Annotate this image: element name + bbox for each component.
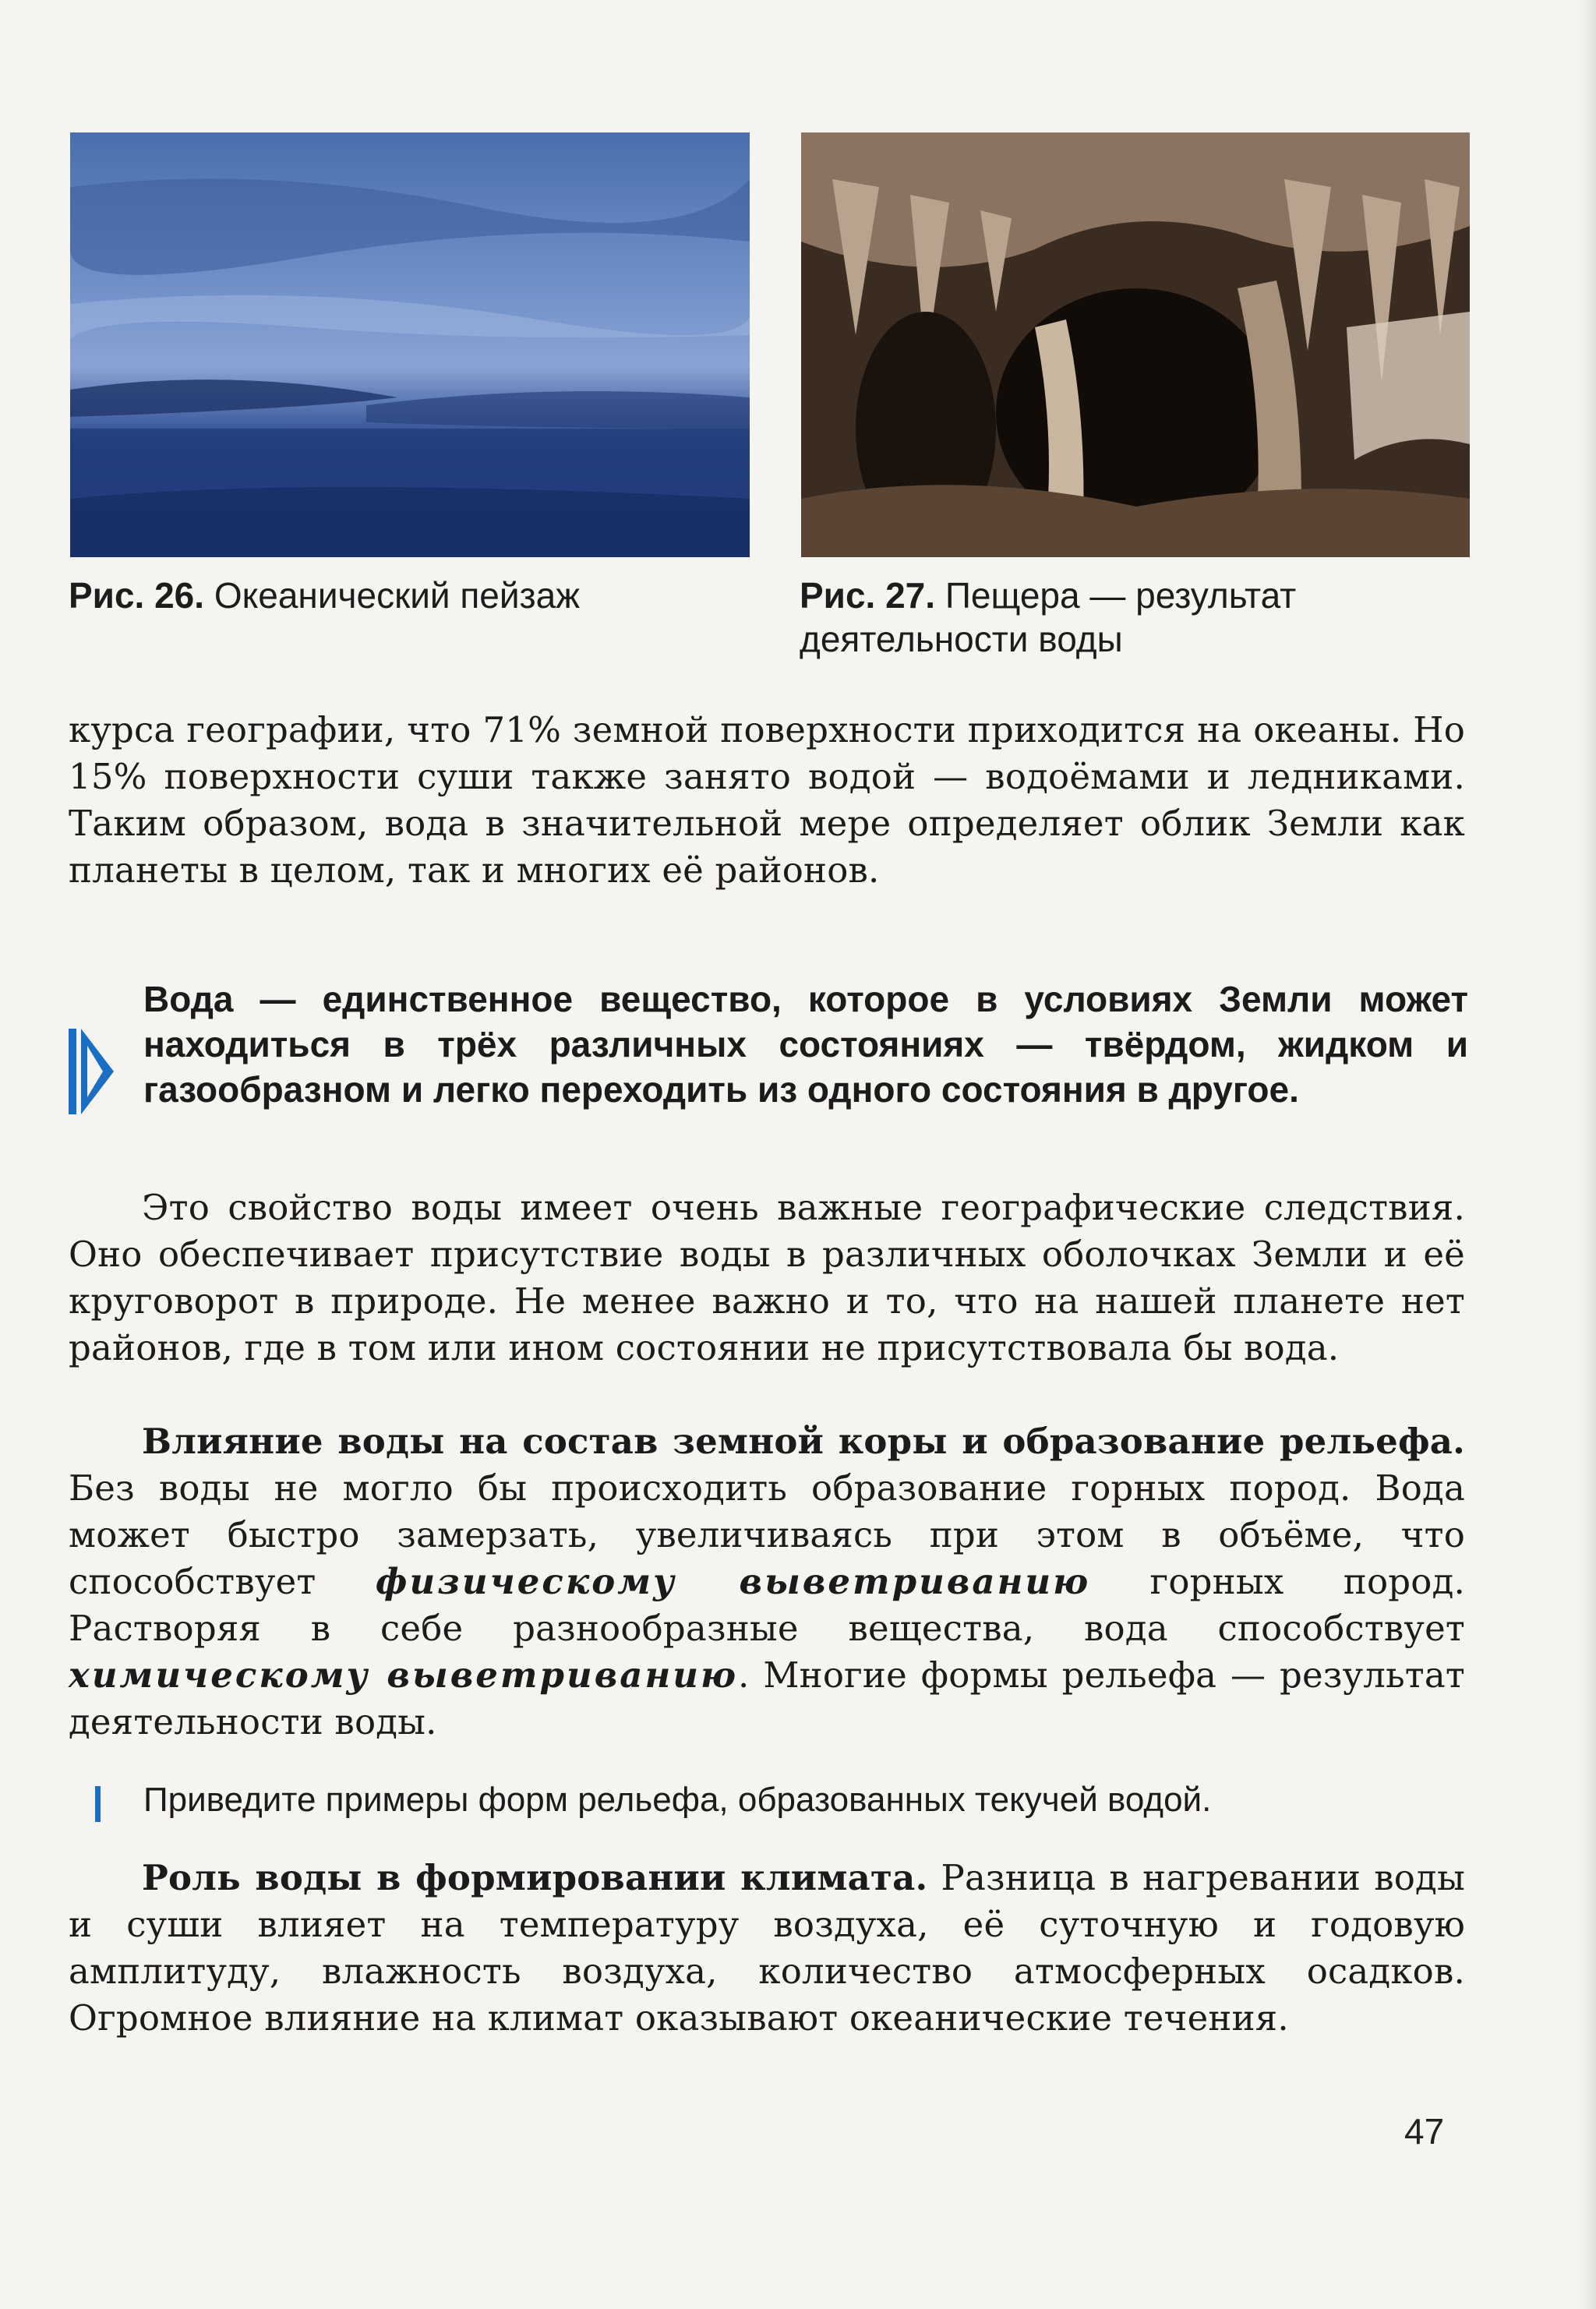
paragraph-climate (69, 1855, 1465, 2042)
cave-photo (801, 132, 1470, 557)
figure-27-caption: Пещера — результат деятельности воды (800, 575, 1297, 659)
relief-text-2: горных пород. Растворяя в себе разнообразные вещества, вода способствует (69, 1561, 1465, 1649)
relief-text-3: . Многие формы рельефа — результат деятельности воды. (69, 1654, 1466, 1742)
term-physical-weathering: физическому выветриванию (375, 1561, 1091, 1602)
figure-26-label: Рис. 26. (69, 575, 205, 616)
figure-26-caption: Океанический пейзаж (204, 575, 581, 616)
term-chemical-weathering: химическому выветриванию (69, 1654, 739, 1696)
figure-ocean-landscape (70, 132, 750, 557)
question-marker (95, 1786, 101, 1822)
page-number: 47 (1404, 2111, 1445, 2152)
play-skip-icon (69, 1029, 115, 1114)
paragraph-consequences: Это свойство воды имеет очень важные географические следствия. Оно обеспечивает присутствие воды в различных оболочках Земли и её круговорот в природе. Не менее важно и то, что на нашей планете нет районов, где в том или ином состоянии не присутствовала бы вода. (69, 1187, 1465, 1368)
paragraph-relief (69, 1418, 1465, 1746)
figure-cave (801, 132, 1470, 557)
figure-27-label: Рис. 27. (800, 575, 936, 616)
rule-water-states: Вода — единственное вещество, которое в условиях Земли может находиться в трёх различных состояниях — твёрдом, жидком и газообразном и легко переходить из одного состояния в другое. (143, 979, 1468, 1110)
question-relief-forms: Приведите примеры форм рельефа, образованных текучей водой. (143, 1781, 1212, 1819)
climate-text: Разница в нагревании воды и суши влияет на температуру воздуха, её суточную и годовую амплитуду, влажность воздуха, количество атмосферных осадков. Огромное влияние на климат оказывают океанические течения. (69, 1857, 1465, 2039)
heading-relief: Влияние воды на состав земной коры и образование рельефа. (142, 1421, 1465, 1462)
caption-figure-27 (800, 574, 1470, 661)
heading-climate: Роль воды в формировании климата. (142, 1857, 928, 1898)
ocean-photo (70, 132, 750, 557)
relief-text-1: Без воды не могло бы происходить образование горных пород. Вода может быстро замерзать, увеличиваясь при этом в объёме, что способствует (69, 1467, 1465, 1602)
page-edge-shadow (1579, 0, 1596, 2309)
caption-figure-26 (69, 574, 614, 617)
paragraph-oceans: курса географии, что 71% земной поверхности приходится на океаны. Но 15% поверхности суши также занято водой — водоёмами и ледниками. Таким образом, вода в значительной мере определяет облик Земли как планеты в целом, так и многих её районов. (69, 709, 1465, 891)
